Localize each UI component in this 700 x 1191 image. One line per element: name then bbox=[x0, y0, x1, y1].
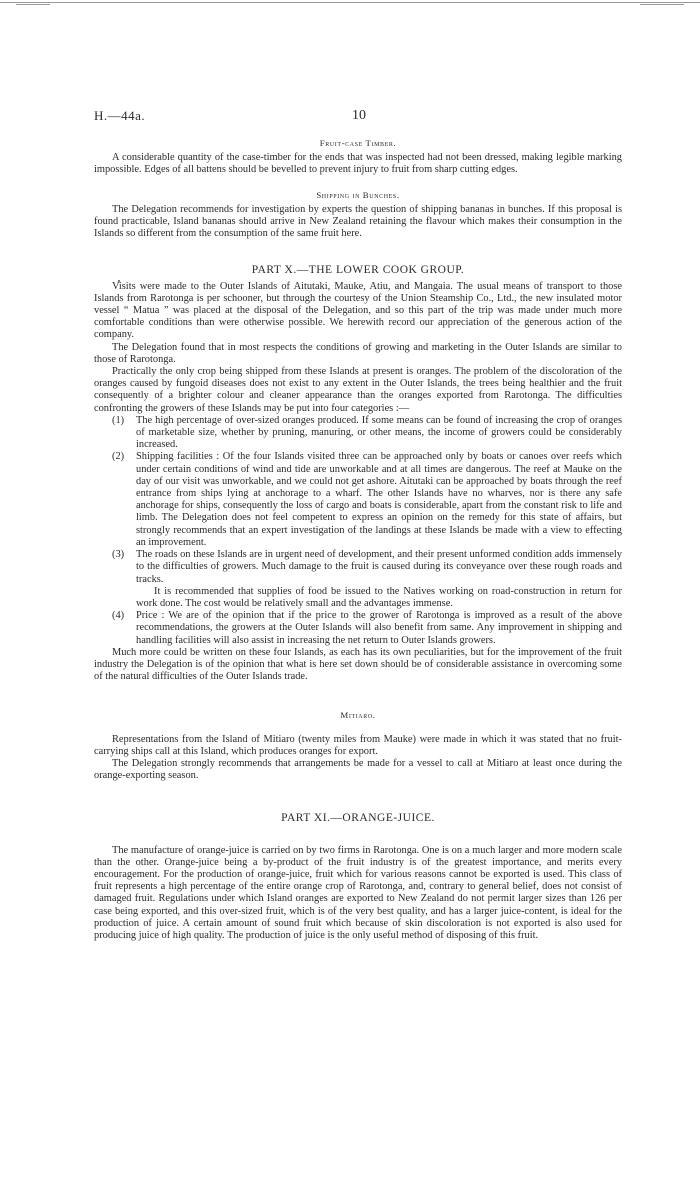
paragraph-shipping: The Delegation recommends for investigation by experts the question of shipping bananas in bunches. If this proposal is found practicable, Island bananas should arrive in New Zealand retaining the flavour which makes their consumption in the Islands so different from the consumption of the same fruit here. bbox=[94, 203, 622, 240]
list-item-number: (1) bbox=[112, 414, 125, 426]
category-list bbox=[94, 415, 622, 647]
list-item-continuation: It is recommended that supplies of food be issued to the Natives working on road-construction in return for work done. The cost would be relatively small and the advantages immense. bbox=[136, 585, 622, 609]
heading-part-xi: PART XI.—ORANGE-JUICE. bbox=[281, 812, 435, 825]
top-border-line bbox=[0, 2, 700, 3]
list-item bbox=[94, 549, 622, 610]
document-body bbox=[94, 137, 622, 942]
list-item-number: (4) bbox=[112, 610, 125, 622]
list-item-number: (2) bbox=[112, 451, 125, 463]
list-item-number: (3) bbox=[112, 549, 125, 561]
paragraph-mitiaro-1: Representations from the Island of Mitiaro (twenty miles from Mauke) were made in which it was stated that no fruit-carrying ships call at this Island, which produces oranges for export. bbox=[94, 733, 622, 757]
list-item bbox=[94, 451, 622, 549]
heading-shipping-in-bunches: Shipping in Bunches. bbox=[316, 189, 400, 200]
paragraph-part-x-closing: Much more could be written on these four Islands, as each has its own peculiarities, but for the improvement of the fruit industry the Delegation is of the opinion that what is here set down should be of considerable assistance in overcoming some of the natural difficulties of the Outer Islands trade. bbox=[94, 646, 622, 683]
list-item-text: The roads on these Islands are in urgent need of development, and their present unformed condition adds immensely to the difficulties of growers. Much damage to the fruit is caused during its conveyance over these rough roads and tracks. bbox=[136, 549, 622, 585]
top-left-rule bbox=[16, 4, 50, 5]
paragraph-part-x-1: Visits were made to the Outer Islands of Aitutaki, Mauke, Atiu, and Mangaia. The usual means of transport to those Islands from Rarotonga is per schooner, but through the courtesy of the Union Steamship Co., Ltd., the new insulated motor vessel “ Matua ” was placed at the disposal of the Delegation, and so this part of the trip was made under much more comfortable conditions than were otherwise possible. We herewith record our appreciation of the generous action of the company. bbox=[94, 280, 622, 341]
list-item-text: The high percentage of over-sized oranges produced. If some means can be found of increasing the crop of oranges of marketable size, whether by pruning, manuring, or other means, the income of growers could be considerably increased. bbox=[136, 414, 622, 451]
document-id: H.—44a. bbox=[94, 108, 146, 123]
heading-fruit-case-timber: Fruit-case Timber. bbox=[319, 138, 397, 148]
paragraph-part-xi: The manufacture of orange-juice is carried on by two firms in Rarotonga. One is on a much larger and more modern scale than the other. Orange-juice being a by-product of the fruit industry is of the greatest importance, and merits every encouragement. For the production of orange-juice, fruit which for various reasons cannot be exported is used. This class of fruit represents a high percentage of the entire orange crop of Rarotonga, and, contrary to general belief, does not consist of damaged fruit. Regulations under which Island oranges are exported to New Zealand do not permit larger sizes than 126 per case being exported, and this over-sized fruit, which is of the very best quality, and has a larger juice-content, is ideal for the production of juice. A certain amount of sound fruit which because of skin discoloration is not exported is also used for producing juice of high quality. The production of juice is the only useful method of disposing of this fruit. bbox=[94, 844, 622, 941]
paragraph-part-x-3: Practically the only crop being shipped from these Islands at present is oranges. The problem of the discoloration of the oranges caused by fungoid diseases does not exist to any extent in the Outer Islands, the trees being healthier and the fruit consequently of a brighter colour and cleaner appearance than the oranges exported from Rarotonga. The difficulties confronting the growers of these Islands may be put into four categories :— bbox=[94, 366, 622, 414]
paragraph-mitiaro-2: The Delegation strongly recommends that arrangements be made for a vessel to call at Mitiaro at least once during the orange-exporting season. bbox=[94, 757, 622, 782]
list-item-text: Shipping facilities : Of the four Islands visited three can be approached only by boats or canoes over reefs which under certain conditions of wind and tide are unworkable and at all times are dangerous. The reef at Mauke on the day of our visit was unworkable, and we could not get ashore. Aitutaki can be approached by boats through the reef entrance from ships lying at anchorage to a wharf. The other Islands have no wharves, nor is there any safe anchorage for ships, consequently the loss of cargo and boats is considerable, apart from the constant risk to life and limb. The Delegation does not feel competent to express an opinion on the remedy for this state of affairs, but strongly recommends that an expert investigation of the landings at these Islands be made with a view to effecting an improvement. bbox=[136, 451, 622, 548]
list-item bbox=[94, 415, 622, 452]
paragraph-part-x-2: The Delegation found that in most respects the conditions of growing and marketing in the Outer Islands are similar to those of Rarotonga. bbox=[94, 341, 622, 365]
heading-part-x: PART X.—THE LOWER COOK GROUP. bbox=[251, 264, 465, 277]
top-right-rule bbox=[640, 4, 684, 5]
heading-mitiaro: Mitiaro. bbox=[340, 710, 376, 721]
list-item-text: Price : We are of the opinion that if the price to the grower of Rarotonga is improved as a result of the above recommendations, the growers at the Outer Islands will also benefit from same. Any improvement in shipping and handling facilities will also assist in increasing the net return to Outer Islands growers. bbox=[136, 610, 622, 646]
page-number: 10 bbox=[352, 108, 366, 123]
paragraph-fruit-case: A considerable quantity of the case-timber for the ends that was inspected had not been dressed, making legible marking impossible. Edges of all battens should be bevelled to prevent injury to fruit from sharp cutting edges. bbox=[94, 152, 622, 176]
list-item bbox=[94, 610, 622, 647]
